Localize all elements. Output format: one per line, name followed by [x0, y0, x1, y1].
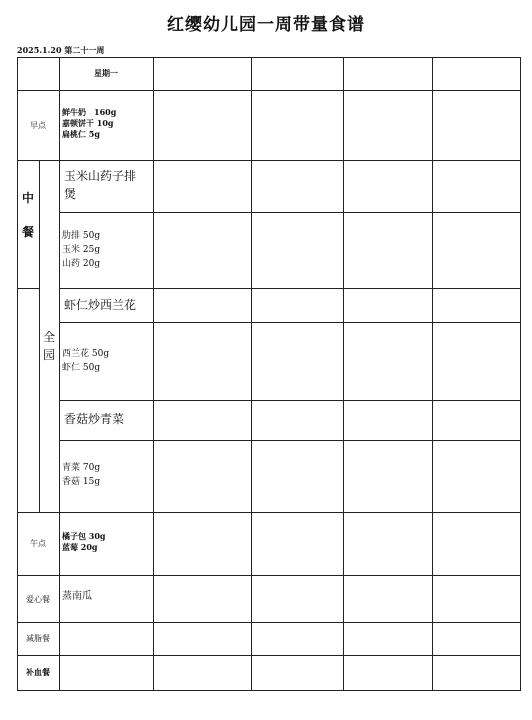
afternoon-label: 午点: [30, 539, 46, 548]
love-meal-dish: 蒸南瓜: [62, 591, 92, 602]
dish-name: 虾仁炒西兰花: [64, 298, 137, 312]
breakfast-item: 嘉顿饼干 10g: [62, 118, 114, 128]
week-label: 2025.1.20 第二十一周: [17, 45, 105, 55]
afternoon-item: 蓝莓 20g: [62, 542, 98, 552]
love-meal-label: 爱心餐: [26, 595, 50, 604]
page-title: 红缨幼儿园一周带量食谱: [167, 15, 365, 35]
section-label-char: 全: [42, 330, 55, 344]
dish-name: 玉米山药子排: [64, 169, 137, 183]
blood-meal-label: 补血餐: [26, 667, 50, 677]
fat-meal-label: 减脂餐: [26, 634, 50, 643]
ingredient: 香菇 15g: [62, 477, 101, 487]
breakfast-item: 扁桃仁 5g: [62, 129, 100, 139]
ingredient: 山药 20g: [62, 259, 101, 269]
ingredient: 玉米 25g: [62, 245, 101, 255]
breakfast-label: 早点: [30, 121, 46, 130]
day-header-monday: 星期一: [94, 68, 118, 78]
ingredient: 西兰花 50g: [62, 349, 110, 359]
afternoon-item: 橘子包 30g: [62, 531, 106, 541]
dish-name: 香菇炒青菜: [64, 412, 125, 426]
dish-name: 煲: [64, 187, 77, 201]
ingredient: 肋排 50g: [62, 231, 101, 241]
lunch-label-char: 中: [21, 191, 34, 205]
ingredient: 青菜 70g: [62, 463, 101, 473]
breakfast-item: 鲜牛奶 160g: [62, 107, 117, 117]
lunch-label-char: 餐: [21, 225, 34, 239]
ingredient: 虾仁 50g: [62, 363, 101, 373]
section-label-char: 园: [42, 348, 55, 362]
